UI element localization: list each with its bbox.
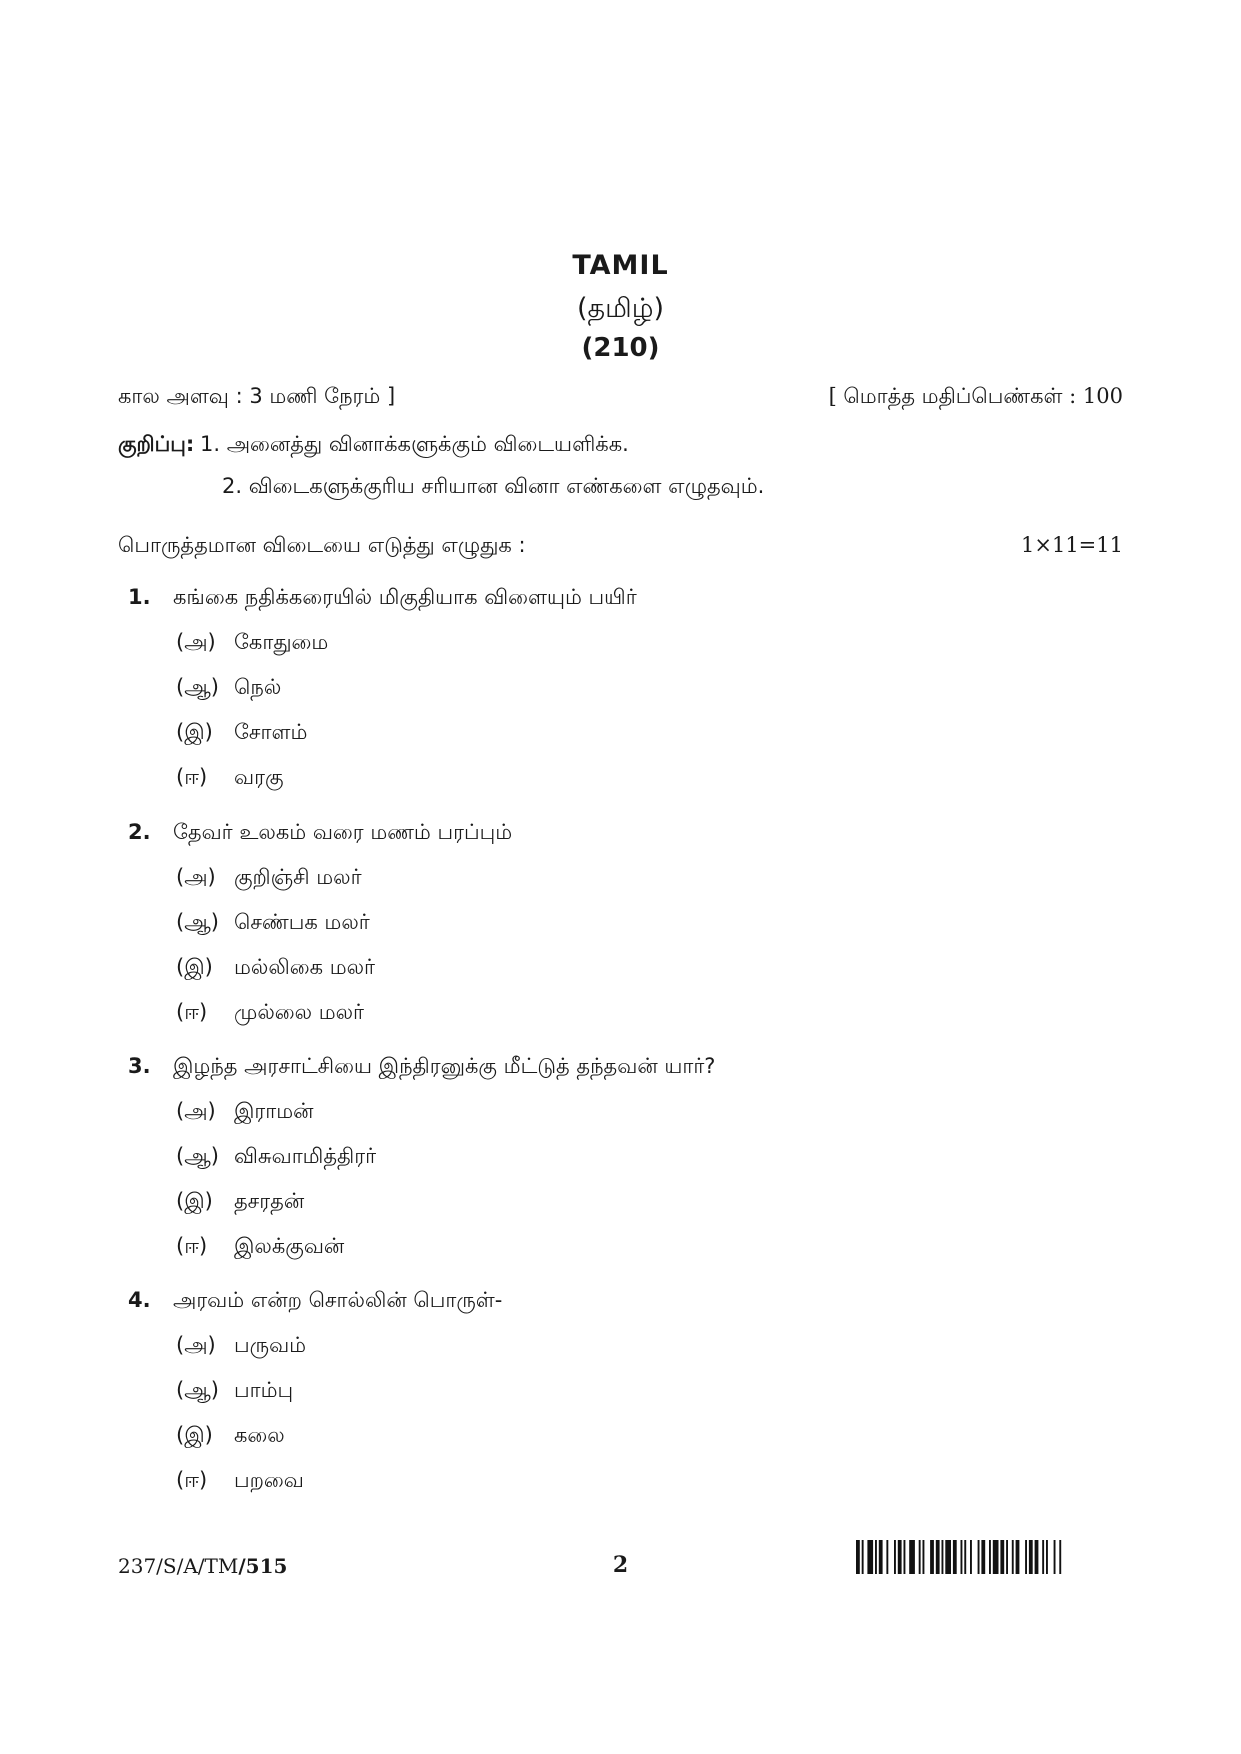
option — [176, 955, 375, 982]
option-text: கோதுமை — [234, 630, 329, 654]
option-text: செண்பக மலர் — [234, 910, 370, 934]
section-instruction: பொருத்தமான விடையை எடுத்து எழுதுக : — [118, 533, 526, 557]
subject-code: (210) — [581, 333, 660, 363]
question-text: இழந்த அரசாட்சியை இந்திரனுக்கு மீட்டுத் தந்தவன் யார்? — [173, 1054, 716, 1078]
option-text: வரகு — [234, 765, 284, 789]
option-text: பாம்பு — [234, 1378, 294, 1402]
option-text: விசுவாமித்திரர் — [234, 1144, 377, 1168]
option — [176, 1468, 304, 1495]
option-text: பருவம் — [234, 1333, 307, 1357]
option-text: மல்லிகை மலர் — [234, 955, 376, 979]
option — [176, 1099, 314, 1126]
subject-title: TAMIL — [572, 250, 669, 281]
option-label: (அ) — [176, 630, 216, 654]
option-text: முல்லை மலர் — [234, 1000, 365, 1024]
option-text: தசரதன் — [234, 1189, 305, 1213]
note-item: 2. விடைகளுக்குரிய சரியான வினா எண்களை எழுதவும். — [222, 474, 765, 498]
option — [176, 675, 281, 702]
option-label: (ஆ) — [176, 910, 219, 934]
option-label: (அ) — [176, 865, 216, 889]
subject-title-tamil: (தமிழ்) — [577, 293, 664, 324]
option-label: (ஈ) — [176, 1000, 208, 1024]
option-label: (ஈ) — [176, 1234, 208, 1258]
option-text: குறிஞ்சி மலர் — [234, 865, 362, 889]
option — [176, 630, 328, 657]
option-label: (இ) — [176, 1189, 213, 1213]
question-text: அரவம் என்ற சொல்லின் பொருள்- — [173, 1288, 503, 1312]
option-label: (ஆ) — [176, 1144, 219, 1168]
option — [176, 1423, 285, 1450]
option — [176, 910, 370, 937]
option — [176, 1189, 304, 1216]
maximum-marks: [ மொத்த மதிப்பெண்கள் : 100 — [828, 384, 1123, 408]
question-text: தேவர் உலகம் வரை மணம் பரப்பும் — [173, 820, 513, 844]
option — [176, 720, 307, 747]
option-label: (ஈ) — [176, 1468, 208, 1492]
paper-code-prefix: 237/S/A/TM — [118, 1554, 239, 1578]
option-label: (இ) — [176, 1423, 213, 1447]
option-text: இலக்குவன் — [234, 1234, 345, 1258]
paper-code-suffix: /515 — [238, 1554, 288, 1578]
option — [176, 1378, 293, 1405]
option-label: (ஆ) — [176, 675, 219, 699]
time-allowed: கால அளவு : 3 மணி நேரம் ] — [118, 384, 396, 408]
page-number: 2 — [612, 1552, 629, 1578]
question-text: கங்கை நதிக்கரையில் மிகுதியாக விளையும் பயிர் — [173, 585, 637, 609]
option-text: பறவை — [234, 1468, 304, 1492]
question-number: 1. — [128, 585, 151, 609]
option-label: (ஈ) — [176, 765, 208, 789]
note-item: 1. அனைத்து வினாக்களுக்கும் விடையளிக்க. — [200, 432, 629, 456]
option — [176, 765, 284, 792]
option-text: நெல் — [234, 675, 282, 699]
barcode-icon — [856, 1540, 1118, 1574]
question-number: 4. — [128, 1288, 151, 1312]
option — [176, 1333, 306, 1360]
option-label: (அ) — [176, 1333, 216, 1357]
note-label: குறிப்பு: — [118, 432, 195, 456]
option-label: (இ) — [176, 720, 213, 744]
option — [176, 1234, 344, 1261]
option-label: (இ) — [176, 955, 213, 979]
option-text: இராமன் — [234, 1099, 314, 1123]
option-text: கலை — [234, 1423, 285, 1447]
section-marks: 1×11=11 — [1021, 533, 1123, 557]
option — [176, 865, 362, 892]
question-number: 3. — [128, 1054, 151, 1078]
option-text: சோளம் — [234, 720, 308, 744]
option — [176, 1144, 376, 1171]
option — [176, 1000, 364, 1027]
question-number: 2. — [128, 820, 151, 844]
option-label: (ஆ) — [176, 1378, 219, 1402]
option-label: (அ) — [176, 1099, 216, 1123]
